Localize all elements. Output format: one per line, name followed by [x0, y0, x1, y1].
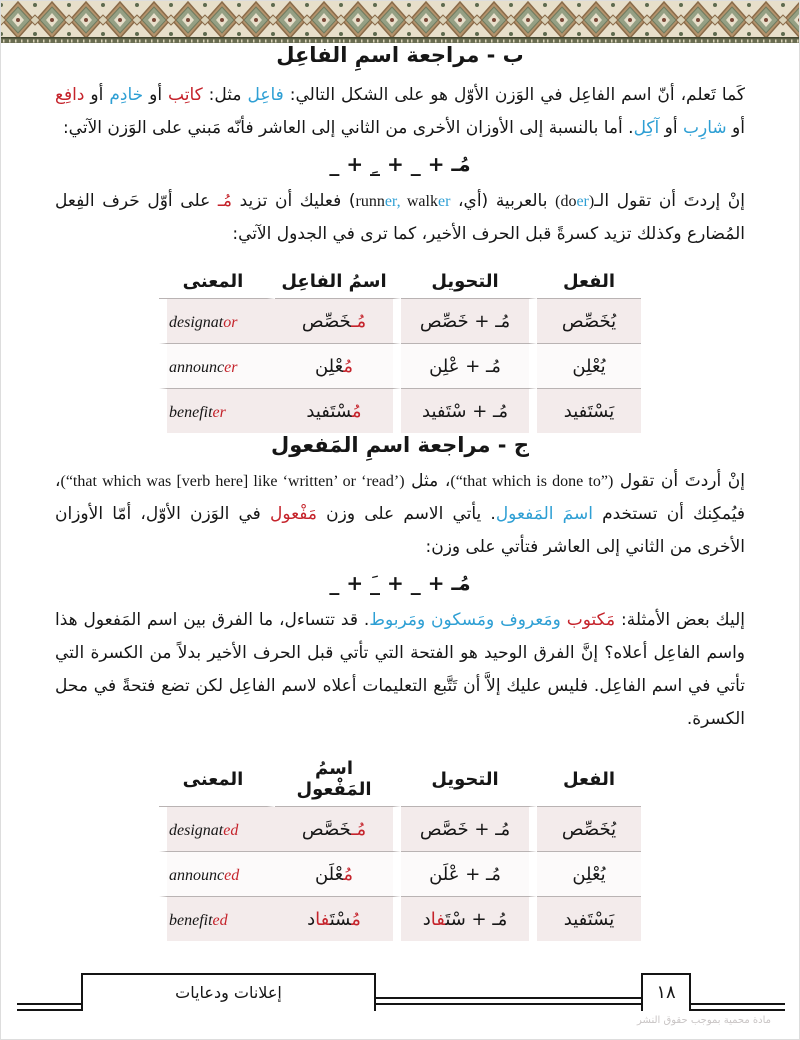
table-row [159, 299, 641, 343]
table-header-row [159, 265, 641, 299]
active-participle-table [159, 265, 641, 433]
page-number-tab: ١٨ [641, 973, 691, 1011]
footer-rule-left [17, 1003, 81, 1011]
participle-cell: مُـخَصَّص [275, 807, 401, 851]
decorative-tile-border [1, 1, 800, 43]
passive-participle-intro-paragraph: إنْ أردتَ أن تقول (“that which is done to”)، مثل (“that which was [verb here] like ‘written’ or ‘read’)، فيُمكِنك أن تستخدم اسمَ المَفعول. يأتي الاسم على وزن مَفْعول في الوَزن الأوّل، أمّا الأوزان الأخرى من الثاني إلى العاشر فتأتي على وزن: [55, 471, 746, 557]
verb-cell: يُعْلِن [537, 343, 641, 388]
section-c-heading: ج - مراجعة اسمِ المَفعول [271, 433, 529, 457]
section-b-heading: ب - مراجعة اسمِ الفاعِل [276, 43, 524, 67]
meaning-cell: designated [159, 807, 275, 851]
page-content [1, 43, 799, 941]
transform-cell: مُـ + عْلِن [401, 343, 537, 388]
meaning-cell: announced [159, 851, 275, 896]
verb-cell: يُعْلِن [537, 851, 641, 896]
table-row [159, 388, 641, 433]
header-transform: التحويل [401, 265, 537, 299]
table-row [159, 851, 641, 896]
participle-cell: مُسْتَفاد [275, 896, 401, 941]
header-transform: التحويل [401, 752, 537, 807]
participle-cell: مُـخَصِّص [275, 299, 401, 343]
table-row [159, 343, 641, 388]
participle-cell: مُسْتَفيد [275, 388, 401, 433]
header-participle: اسمُ المَفْعول [275, 752, 401, 807]
header-participle: اسمُ الفاعِل [275, 265, 401, 299]
table-row [159, 807, 641, 851]
header-verb: الفعل [537, 265, 641, 299]
transform-cell: مُـ + عْلَن [401, 851, 537, 896]
transform-cell: مُـ + خَصَّص [401, 807, 537, 851]
active-participle-pattern: مُـ + _ + _ِ + _ [329, 152, 471, 176]
active-participle-intro-paragraph: كَما تَعلم، أنّ اسم الفاعِل في الوَزن الأوّل هو على الشكل التالي: فاعِل مثل: كاتِب أو خادِم أو دافِع أو شارِب أو آكِل. أما بالنسبة إلى الأوزان الأخرى من الثاني إلى العاشر فأنّه مَبني على الوَزن الآتي: [55, 85, 745, 138]
header-verb: الفعل [537, 752, 641, 807]
transform-cell: مُـ + خَصِّص [401, 299, 537, 343]
passive-participle-pattern: مُـ + _ + _َ + _ [329, 571, 471, 595]
copyright-notice: مادة محمية بموجب حقوق النشر [637, 1015, 771, 1026]
meaning-cell: benefited [159, 896, 275, 941]
verb-cell: يُخَصِّص [537, 299, 641, 343]
footer-rule-right [691, 1003, 785, 1011]
passive-participle-examples-paragraph: إليك بعض الأمثلة: مَكتوب ومَعروف ومَسكون ومَربوط. قد تتساءل، ما الفرق بين اسم المَفعول هذا واسم الفاعِل أعلاه؟ إنَّ الفرق الوحيد هو الفتحة التي تأتي قبل الحرف الأخير بدلاً من الكسرة التي تأتي في اسم الفاعِل. فليس عليك إلاَّ أن تَتَّبع التعليمات أعلاه لاسم الفاعِل لكن تضع فتحةً في محل الكسرة. [55, 610, 745, 729]
footer-rule-middle [376, 997, 641, 1005]
active-participle-instructions-paragraph: إنْ إردتَ أن تقول الـ(doer) بالعربية (أي، runner, walker) فعليك أن تزيد مُـ على أوّل حَرف الفِعل المُضارع وكذلك تزيد كسرةً قبل الحرف الأخير، كما ترى في الجدول الآتي: [55, 191, 746, 244]
meaning-cell: announcer [159, 343, 275, 388]
transform-cell: مُـ + سْتَفيد [401, 388, 537, 433]
footer-section-tab: إعلانات ودعايات [81, 973, 376, 1011]
table-row [159, 896, 641, 941]
participle-cell: مُعْلَن [275, 851, 401, 896]
header-meaning: المعنى [159, 752, 275, 807]
verb-cell: يُخَصِّص [537, 807, 641, 851]
transform-cell: مُـ + سْتَفاد [401, 896, 537, 941]
meaning-cell: benefiter [159, 388, 275, 433]
passive-participle-table [159, 752, 641, 941]
table-header-row [159, 752, 641, 807]
verb-cell: يَسْتَفيد [537, 896, 641, 941]
verb-cell: يَسْتَفيد [537, 388, 641, 433]
participle-cell: مُعْلِن [275, 343, 401, 388]
header-meaning: المعنى [159, 265, 275, 299]
meaning-cell: designator [159, 299, 275, 343]
